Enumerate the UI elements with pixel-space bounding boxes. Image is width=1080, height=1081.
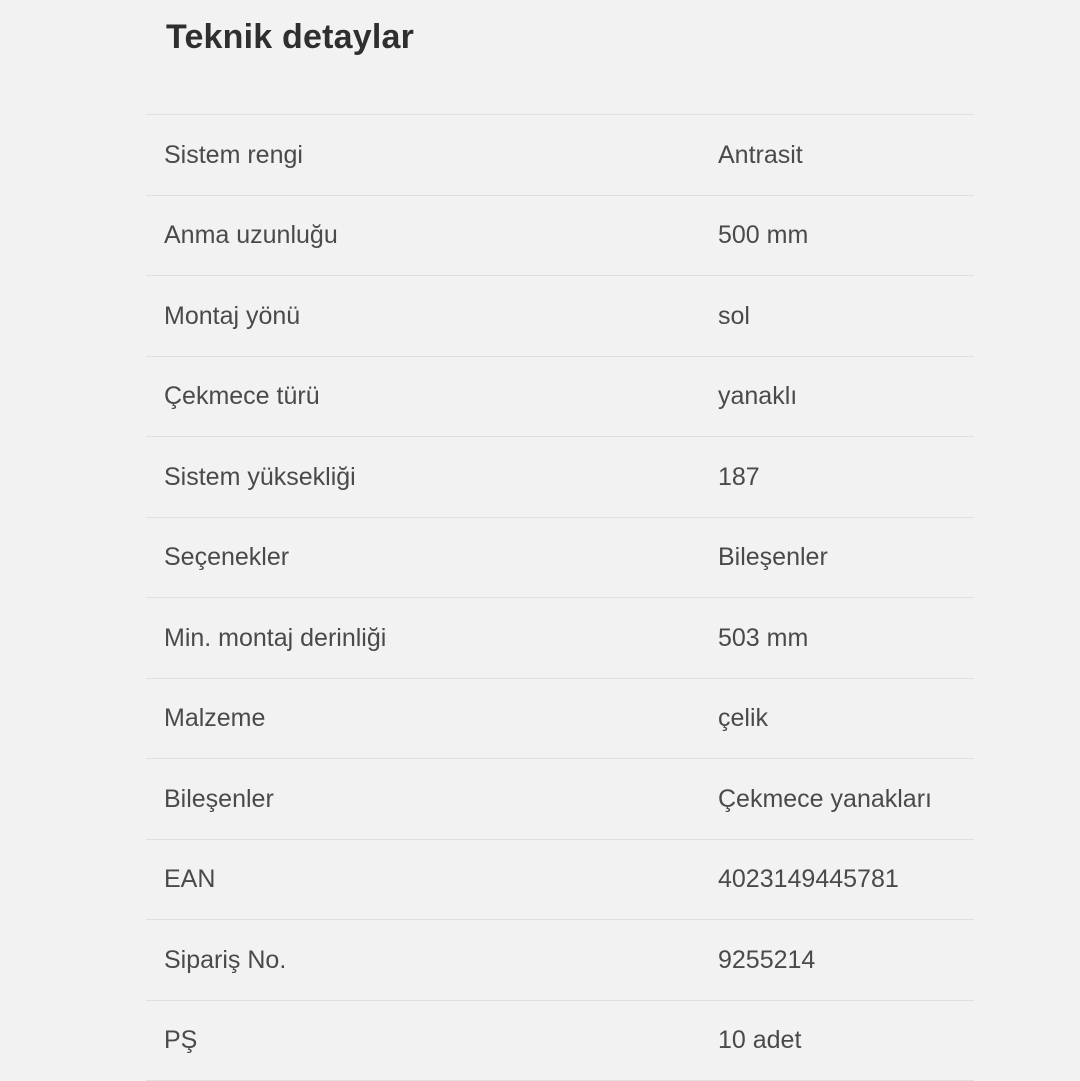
spec-value: Çekmece yanakları	[704, 759, 974, 840]
spec-label: EAN	[146, 839, 704, 920]
table-row	[146, 195, 974, 276]
table-row	[146, 517, 974, 598]
spec-value: Bileşenler	[704, 517, 974, 598]
spec-value: sol	[704, 276, 974, 357]
spec-label: Bileşenler	[146, 759, 704, 840]
spec-value: 9255214	[704, 920, 974, 1001]
spec-label: Anma uzunluğu	[146, 195, 704, 276]
page-title: Teknik detaylar	[166, 18, 415, 56]
table-row	[146, 759, 974, 840]
table-body	[146, 115, 974, 1081]
table-row	[146, 920, 974, 1001]
spec-label: Sipariş No.	[146, 920, 704, 1001]
spec-value: 500 mm	[704, 195, 974, 276]
table-row	[146, 1000, 974, 1081]
table-row	[146, 839, 974, 920]
spec-label: Malzeme	[146, 678, 704, 759]
table-row	[146, 276, 974, 357]
table-row	[146, 598, 974, 679]
spec-label: Montaj yönü	[146, 276, 704, 357]
table-row	[146, 356, 974, 437]
table-row	[146, 437, 974, 518]
spec-label: Min. montaj derinliği	[146, 598, 704, 679]
spec-value: 10 adet	[704, 1000, 974, 1081]
spec-value: 4023149445781	[704, 839, 974, 920]
table-row	[146, 678, 974, 759]
spec-value: çelik	[704, 678, 974, 759]
spec-value: Antrasit	[704, 115, 974, 196]
spec-label: Sistem yüksekliği	[146, 437, 704, 518]
spec-label: Çekmece türü	[146, 356, 704, 437]
spec-value: 187	[704, 437, 974, 518]
spec-label: PŞ	[146, 1000, 704, 1081]
technical-details-table	[146, 114, 974, 1081]
spec-label: Sistem rengi	[146, 115, 704, 196]
table-row	[146, 115, 974, 196]
spec-value: 503 mm	[704, 598, 974, 679]
spec-value: yanaklı	[704, 356, 974, 437]
spec-label: Seçenekler	[146, 517, 704, 598]
